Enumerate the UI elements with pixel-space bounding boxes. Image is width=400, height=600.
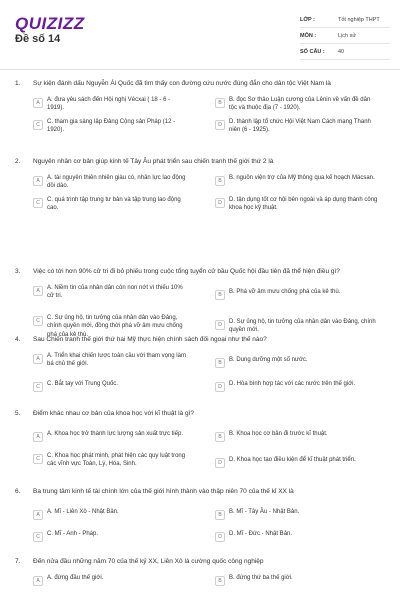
option-text: B. Phá vỡ âm mưu chống phá của kẻ thù. bbox=[229, 289, 341, 295]
answer-option-b[interactable] bbox=[215, 356, 379, 368]
meta-value: Lịch sử bbox=[338, 33, 357, 39]
option-text: C. Mĩ - Anh - Pháp. bbox=[47, 531, 99, 537]
answer-option-c[interactable] bbox=[33, 196, 187, 213]
quizizz-logo: QUIZIZZ bbox=[15, 14, 85, 33]
option-badge: C bbox=[33, 120, 43, 130]
option-text: B. đứng thứ ba thế giới. bbox=[229, 575, 293, 581]
answer-option-a[interactable] bbox=[33, 284, 187, 301]
option-text: B. đọc Sơ thảo Luận cương của Lênin về vấn đề dân tộc và thuộc địa (7 - 1920). bbox=[229, 97, 371, 112]
option-text: A. Mĩ - Liên Xô - Nhật Bản. bbox=[47, 509, 119, 515]
answer-option-d[interactable] bbox=[215, 380, 379, 392]
option-text: A. đứng đầu thế giới. bbox=[47, 575, 104, 581]
option-text: C. quá trình tập trung tư bản và tập trung lao động cao. bbox=[47, 197, 181, 212]
option-badge: A bbox=[33, 510, 43, 520]
option-badge: A bbox=[33, 176, 43, 186]
option-text: A. tài nguyên thiên nhiên giàu có, nhân lực lao động dồi dào. bbox=[47, 175, 186, 190]
option-text: A. Khoa học trở thành lực lượng sản xuất trực tiếp. bbox=[47, 431, 183, 437]
option-text: D. Hòa bình hợp tác với các nước trên thế giới. bbox=[229, 381, 356, 387]
option-text: C. tham gia sáng lập Đảng Cộng sản Pháp (12 - 1920). bbox=[47, 119, 176, 134]
option-badge: D bbox=[215, 320, 225, 330]
option-badge: A bbox=[33, 354, 43, 364]
option-text: A. đưa yêu sách đến Hội nghị Vécxai ( 18 - 6 - 1919). bbox=[47, 97, 171, 112]
meta-label: LỚP : bbox=[300, 17, 315, 23]
option-text: B. nguồn viện trợ của Mỹ thông qua kế hoạch Mácsan. bbox=[229, 175, 375, 181]
meta-row-count bbox=[300, 45, 390, 60]
option-badge: A bbox=[33, 432, 43, 442]
option-badge: D bbox=[215, 198, 225, 208]
option-text: B. Khoa học cơ bản đi trước kĩ thuật. bbox=[229, 431, 328, 437]
question-text: Sau Chiến tranh thế giới thứ hai Mỹ thực hiện chính sách đối ngoại như thế nào? bbox=[33, 336, 267, 343]
question-number: 2. bbox=[15, 158, 21, 165]
option-badge: B bbox=[215, 432, 225, 442]
option-badge: A bbox=[33, 286, 43, 296]
option-badge: B bbox=[215, 176, 225, 186]
option-badge: C bbox=[33, 382, 43, 392]
option-text: D. Mĩ - Đức - Nhật Bản. bbox=[229, 531, 293, 537]
option-text: C. Khoa học phát minh, phát hiện các quy luật trong các vĩnh vực Toán, Lý, Hóa, Sinh. bbox=[47, 453, 186, 468]
answer-option-b[interactable] bbox=[215, 574, 379, 586]
option-badge: D bbox=[215, 120, 225, 130]
meta-row-class bbox=[300, 13, 390, 28]
question-number: 1. bbox=[15, 80, 21, 87]
answer-option-b[interactable] bbox=[215, 508, 379, 520]
question-number: 3. bbox=[15, 268, 21, 275]
question-text: Việc có tới hơn 90% cử tri đi bỏ phiếu trong cuộc tổng tuyển cử bầu Quốc hội đầu tiên đã thể hiện điều gì? bbox=[33, 268, 340, 275]
answer-option-d[interactable] bbox=[215, 118, 379, 135]
question-text: Sự kiện đánh dấu Nguyễn Ái Quốc đã tìm thấy con đường cứu nước đúng đắn cho dân tộc Việt Nam là bbox=[33, 80, 331, 87]
answer-option-b[interactable] bbox=[215, 430, 379, 442]
question-number: 4. bbox=[15, 336, 21, 343]
answer-option-b[interactable] bbox=[215, 96, 379, 113]
meta-label: SỐ CÂU : bbox=[300, 49, 325, 55]
option-text: C. Sự ủng hộ, tin tưởng của nhân dân vào Đảng, chính quyền mới, đồng thời phá vỡ âm mưu chống phá của kẻ thù. bbox=[47, 315, 183, 338]
answer-option-b[interactable] bbox=[215, 174, 379, 186]
answer-option-d[interactable] bbox=[215, 530, 379, 542]
option-badge: D bbox=[215, 458, 225, 468]
answer-option-a[interactable] bbox=[33, 430, 197, 442]
answer-option-a[interactable] bbox=[33, 174, 187, 191]
question-text: Nguyên nhân cơ bản giúp kinh tế Tây Âu phát triển sau chiến tranh thế giới thứ 2 là bbox=[33, 158, 274, 165]
question-number: 6. bbox=[15, 488, 21, 495]
option-badge: B bbox=[215, 98, 225, 108]
option-text: B. Mĩ - Tây Âu - Nhật Bản. bbox=[229, 509, 300, 515]
answer-option-b[interactable] bbox=[215, 288, 379, 300]
question-text: Đến nửa đầu những năm 70 của thế kỷ XX, Liên Xô là cường quốc công nghiệp bbox=[33, 558, 264, 565]
option-badge: A bbox=[33, 98, 43, 108]
option-badge: C bbox=[33, 532, 43, 542]
answer-option-c[interactable] bbox=[33, 452, 187, 469]
answer-option-a[interactable] bbox=[33, 574, 187, 586]
option-badge: B bbox=[215, 358, 225, 368]
option-badge: B bbox=[215, 510, 225, 520]
option-badge: D bbox=[215, 532, 225, 542]
meta-value: Tốt nghiệp THPT bbox=[338, 17, 380, 23]
question-number: 7. bbox=[15, 558, 21, 565]
option-badge: B bbox=[215, 576, 225, 586]
option-badge: A bbox=[33, 576, 43, 586]
answer-option-d[interactable] bbox=[215, 456, 379, 468]
option-text: A. Triển khai chiến lược toàn cầu với tham vọng làm bá chủ thế giới. bbox=[47, 353, 186, 368]
option-text: D. Sự ủng hộ, tin tưởng của nhân dân vào Đảng, chính quyền mới. bbox=[229, 319, 376, 334]
option-text: D. tận dụng tốt cơ hội bên ngoài và áp dụng thành công khoa học kỹ thuật. bbox=[229, 197, 378, 212]
answer-option-a[interactable] bbox=[33, 508, 187, 520]
worksheet-header bbox=[0, 0, 400, 70]
answer-option-d[interactable] bbox=[215, 196, 379, 213]
question-text: Điểm khác nhau cơ bản của khoa học với kĩ thuật là gì? bbox=[33, 410, 195, 417]
option-badge: C bbox=[33, 316, 43, 326]
option-text: D. thành lập tổ chức Hội Việt Nam Cách mạng Thanh niên (6 - 1925). bbox=[229, 119, 371, 134]
option-badge: B bbox=[215, 290, 225, 300]
answer-option-d[interactable] bbox=[215, 318, 379, 335]
option-text: B. Dung dưỡng một số nước. bbox=[229, 357, 308, 363]
answer-option-c[interactable] bbox=[33, 380, 187, 392]
meta-value: 40 bbox=[338, 49, 345, 55]
answer-option-a[interactable] bbox=[33, 352, 187, 369]
answer-option-a[interactable] bbox=[33, 96, 187, 113]
option-badge: C bbox=[33, 454, 43, 464]
answer-option-c[interactable] bbox=[33, 118, 187, 135]
option-badge: D bbox=[215, 382, 225, 392]
meta-label: MÔN : bbox=[300, 33, 317, 39]
option-text: D. Khoa học tạo điều kiện để kĩ thuật phát triển. bbox=[229, 457, 356, 463]
exam-meta bbox=[300, 13, 390, 61]
meta-row-subject bbox=[300, 29, 390, 44]
question-text: Ba trung tâm kinh tế tài chính lớn của thế giới hình thành vào thập niên 70 của thế kỉ XX là bbox=[33, 488, 294, 495]
option-text: A. Niềm tin của nhân dân còn non nớt vì thiếu 10% cử tri. bbox=[47, 285, 183, 300]
option-badge: C bbox=[33, 198, 43, 208]
option-text: C. Bắt tay với Trung Quốc. bbox=[47, 381, 118, 387]
exam-title: Đề số 14 bbox=[15, 33, 61, 45]
answer-option-c[interactable] bbox=[33, 530, 187, 542]
question-number: 5. bbox=[15, 410, 21, 417]
